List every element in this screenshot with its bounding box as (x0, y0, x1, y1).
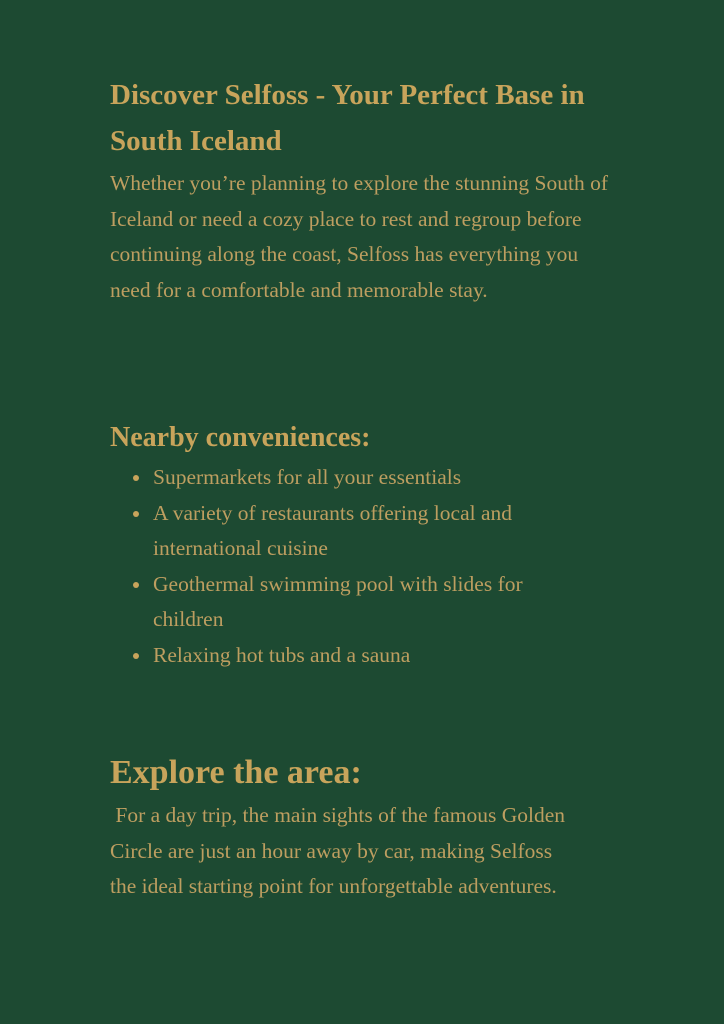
intro-paragraph: Whether you’re planning to explore the stunning South of Iceland or need a cozy place to rest and regroup before continuing along the coast, Selfoss has everything you need for a comfortable and memorable stay. (110, 171, 608, 302)
list-item (153, 496, 593, 567)
bullet-icon (133, 582, 139, 588)
list-item (153, 638, 593, 674)
list-item-text: Geothermal swimming pool with slides for children (153, 571, 523, 631)
page-title: Discover Selfoss - Your Perfect Base in South Iceland (110, 79, 585, 157)
explore-heading: Explore the area: (110, 754, 362, 791)
conveniences-heading: Nearby conveniences: (110, 422, 371, 453)
list-item-text: A variety of restaurants offering local and international cuisine (153, 500, 513, 560)
bullet-icon (133, 475, 139, 481)
bullet-icon (133, 653, 139, 659)
bullet-icon (133, 511, 139, 517)
list-item (153, 460, 593, 496)
conveniences-list (110, 460, 653, 673)
list-item (153, 567, 593, 638)
explore-paragraph: For a day trip, the main sights of the famous Golden Circle are just an hour away by car, making Selfoss the ideal starting point for unforgettable adventures. (110, 803, 571, 898)
list-item-text: Supermarkets for all your essentials (153, 465, 462, 489)
list-item-text: Relaxing hot tubs and a sauna (153, 642, 411, 667)
